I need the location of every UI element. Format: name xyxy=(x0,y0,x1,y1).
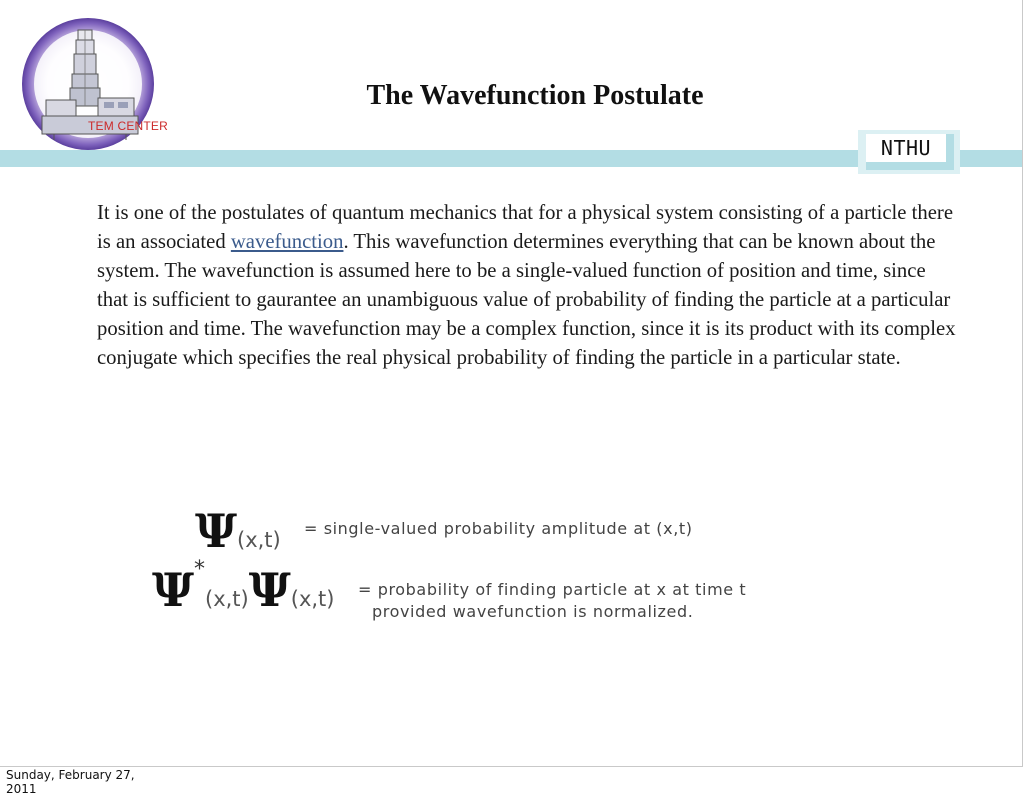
equation-probability-description-1: = probability of finding particle at x at time t xyxy=(358,580,747,599)
footer-date-line: Sunday, February 27, xyxy=(6,768,135,782)
body-paragraph xyxy=(97,199,957,373)
body-text-after-link: . This wavefunction determines everything that can be known about the system. The wavefunction is assumed here to be a single-valued function of position and time, since that is sufficient to gaurantee an unambiguous value of probability of finding the particle at a particular position and time. The wavefunction may be a complex function, since it is its product with its complex conjugate which specifies the real physical probability of finding the particle in a particular state. xyxy=(97,231,956,369)
conjugate-star: * xyxy=(194,557,206,582)
psi-conjugate-symbol: Ψ xyxy=(152,563,195,617)
nthu-tag: NTHU xyxy=(866,134,946,162)
footer-date xyxy=(6,768,206,796)
equation-amplitude-description: = single-valued probability amplitude at (x,t) xyxy=(304,519,693,538)
psi-conjugate-argument: (x,t) xyxy=(205,587,249,611)
psi-argument-2: (x,t) xyxy=(290,587,335,611)
psi-symbol-2: Ψ xyxy=(248,563,291,617)
psi-symbol: Ψ xyxy=(195,504,238,558)
psi-argument: (x,t) xyxy=(237,528,281,552)
slide-title: The Wavefunction Postulate xyxy=(366,80,704,111)
body-text-before-link: It is one of the postulates of quantum mechanics that for a physical system consisting of a particle there is an associated xyxy=(97,202,953,253)
equation-probability-description-2: provided wavefunction is normalized. xyxy=(372,602,694,621)
footer-year-line: 2011 xyxy=(6,782,37,796)
equation-amplitude xyxy=(195,504,281,558)
wavefunction-link[interactable]: wavefunction xyxy=(230,231,344,253)
equation-probability xyxy=(152,557,335,617)
logo-label: TEM CENTER xyxy=(88,119,168,133)
